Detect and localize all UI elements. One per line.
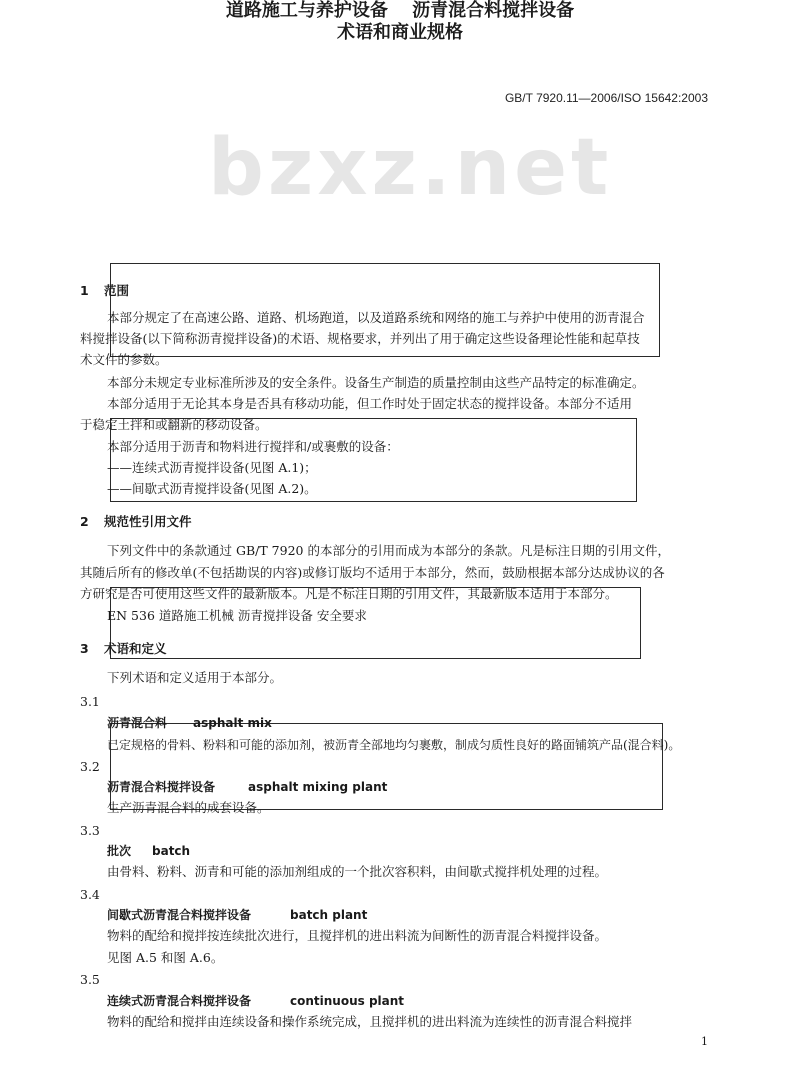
section-heading: 范围 [104, 283, 130, 298]
paragraph-line: 本部分规定了在高速公路、道路、机场跑道，以及道路系统和网络的施工与养护中使用的沥青混合 [107, 310, 645, 325]
term-number: 3.2 [80, 759, 100, 774]
term-number: 3.4 [80, 887, 100, 902]
section-heading: 规范性引用文件 [104, 514, 192, 529]
term-zh: 间歇式沥青混合料搅拌设备 [107, 908, 252, 922]
term-en: continuous plant [290, 994, 405, 1008]
page-number: 1 [701, 1035, 708, 1048]
paragraph-line: 本部分适用于无论其本身是否具有移动功能，但工作时处于固定状态的搅拌设备。本部分不适用 [107, 396, 633, 411]
paragraph-line: 下列术语和定义适用于本部分。 [107, 670, 283, 685]
paragraph-line: 下列文件中的条款通过 GB/T 7920 的本部分的引用而成为本部分的条款。凡是标注日期的引用文件， [107, 543, 670, 558]
term-zh: 批次 [107, 844, 132, 858]
term-zh: 沥青混合料搅拌设备 [107, 780, 216, 794]
reference-item: EN 536 道路施工机械 沥青搅拌设备 安全要求 [107, 608, 367, 623]
term-zh: 沥青混合料 [107, 716, 168, 730]
section-number: 2 [80, 514, 89, 529]
term-en: batch [152, 844, 191, 858]
term-en: batch plant [290, 908, 368, 922]
term-definition: 物料的配给和搅拌由连续设备和操作系统完成，且搅拌机的进出料流为连续性的沥青混合料搅拌 [107, 1014, 633, 1029]
term-definition: 已定规格的骨料、粉料和可能的添加剂，被沥青全部地均匀裹敷，制成匀质性良好的路面铺筑产品(混合料)。 [107, 738, 681, 752]
section-number: 3 [80, 641, 89, 656]
term-number: 3.1 [80, 694, 100, 709]
term-en: asphalt mixing plant [248, 780, 388, 794]
term-definition: 见图 A.5 和图 A.6。 [107, 950, 224, 965]
paragraph-line: 方研究是否可使用这些文件的最新版本。凡是不标注日期的引用文件，其最新版本适用于本部分。 [80, 586, 618, 601]
term-definition: 物料的配给和搅拌按连续批次进行，且搅拌机的进出料流为间断性的沥青混合料搅拌设备。 [107, 928, 608, 943]
section-number: 1 [80, 283, 89, 298]
document-title-line2: 术语和商业规格 [337, 22, 463, 43]
paragraph-line: 于稳定土拌和或翻新的移动设备。 [80, 417, 268, 432]
term-definition: 生产沥青混合料的成套设备。 [107, 800, 270, 815]
paragraph-line: 术文件的参数。 [80, 352, 168, 367]
term-en: asphalt mix [193, 716, 272, 730]
list-item: ——连续式沥青搅拌设备(见图 A.1)； [107, 460, 317, 475]
term-zh: 连续式沥青混合料搅拌设备 [107, 994, 252, 1008]
term-number: 3.5 [80, 972, 100, 987]
document-title-line1: 道路施工与养护设备 沥青混合料搅拌设备 [225, 0, 575, 21]
paragraph-line: 本部分适用于沥青和物料进行搅拌和/或裹敷的设备： [107, 439, 399, 454]
term-number: 3.3 [80, 823, 100, 838]
term-definition: 由骨料、粉料、沥青和可能的添加剂组成的一个批次容积料，由间歇式搅拌机处理的过程。 [107, 864, 608, 879]
list-item: ——间歇式沥青搅拌设备(见图 A.2)。 [107, 481, 317, 496]
standard-code: GB/T 7920.11—2006/ISO 15642:2003 [504, 91, 708, 105]
paragraph-line: 本部分未规定专业标准所涉及的安全条件。设备生产制造的质量控制由这些产品特定的标准确定。 [107, 375, 645, 390]
paragraph-line: 料搅拌设备(以下简称沥青搅拌设备)的术语、规格要求，并列出了用于确定这些设备理论性能和起草技 [80, 331, 640, 346]
watermark: bzxz.net [208, 123, 613, 213]
paragraph-line: 其随后所有的修改单(不包括勘误的内容)或修订版均不适用于本部分，然而，鼓励根据本部分达成协议的各 [80, 565, 665, 580]
section-heading: 术语和定义 [104, 641, 167, 656]
